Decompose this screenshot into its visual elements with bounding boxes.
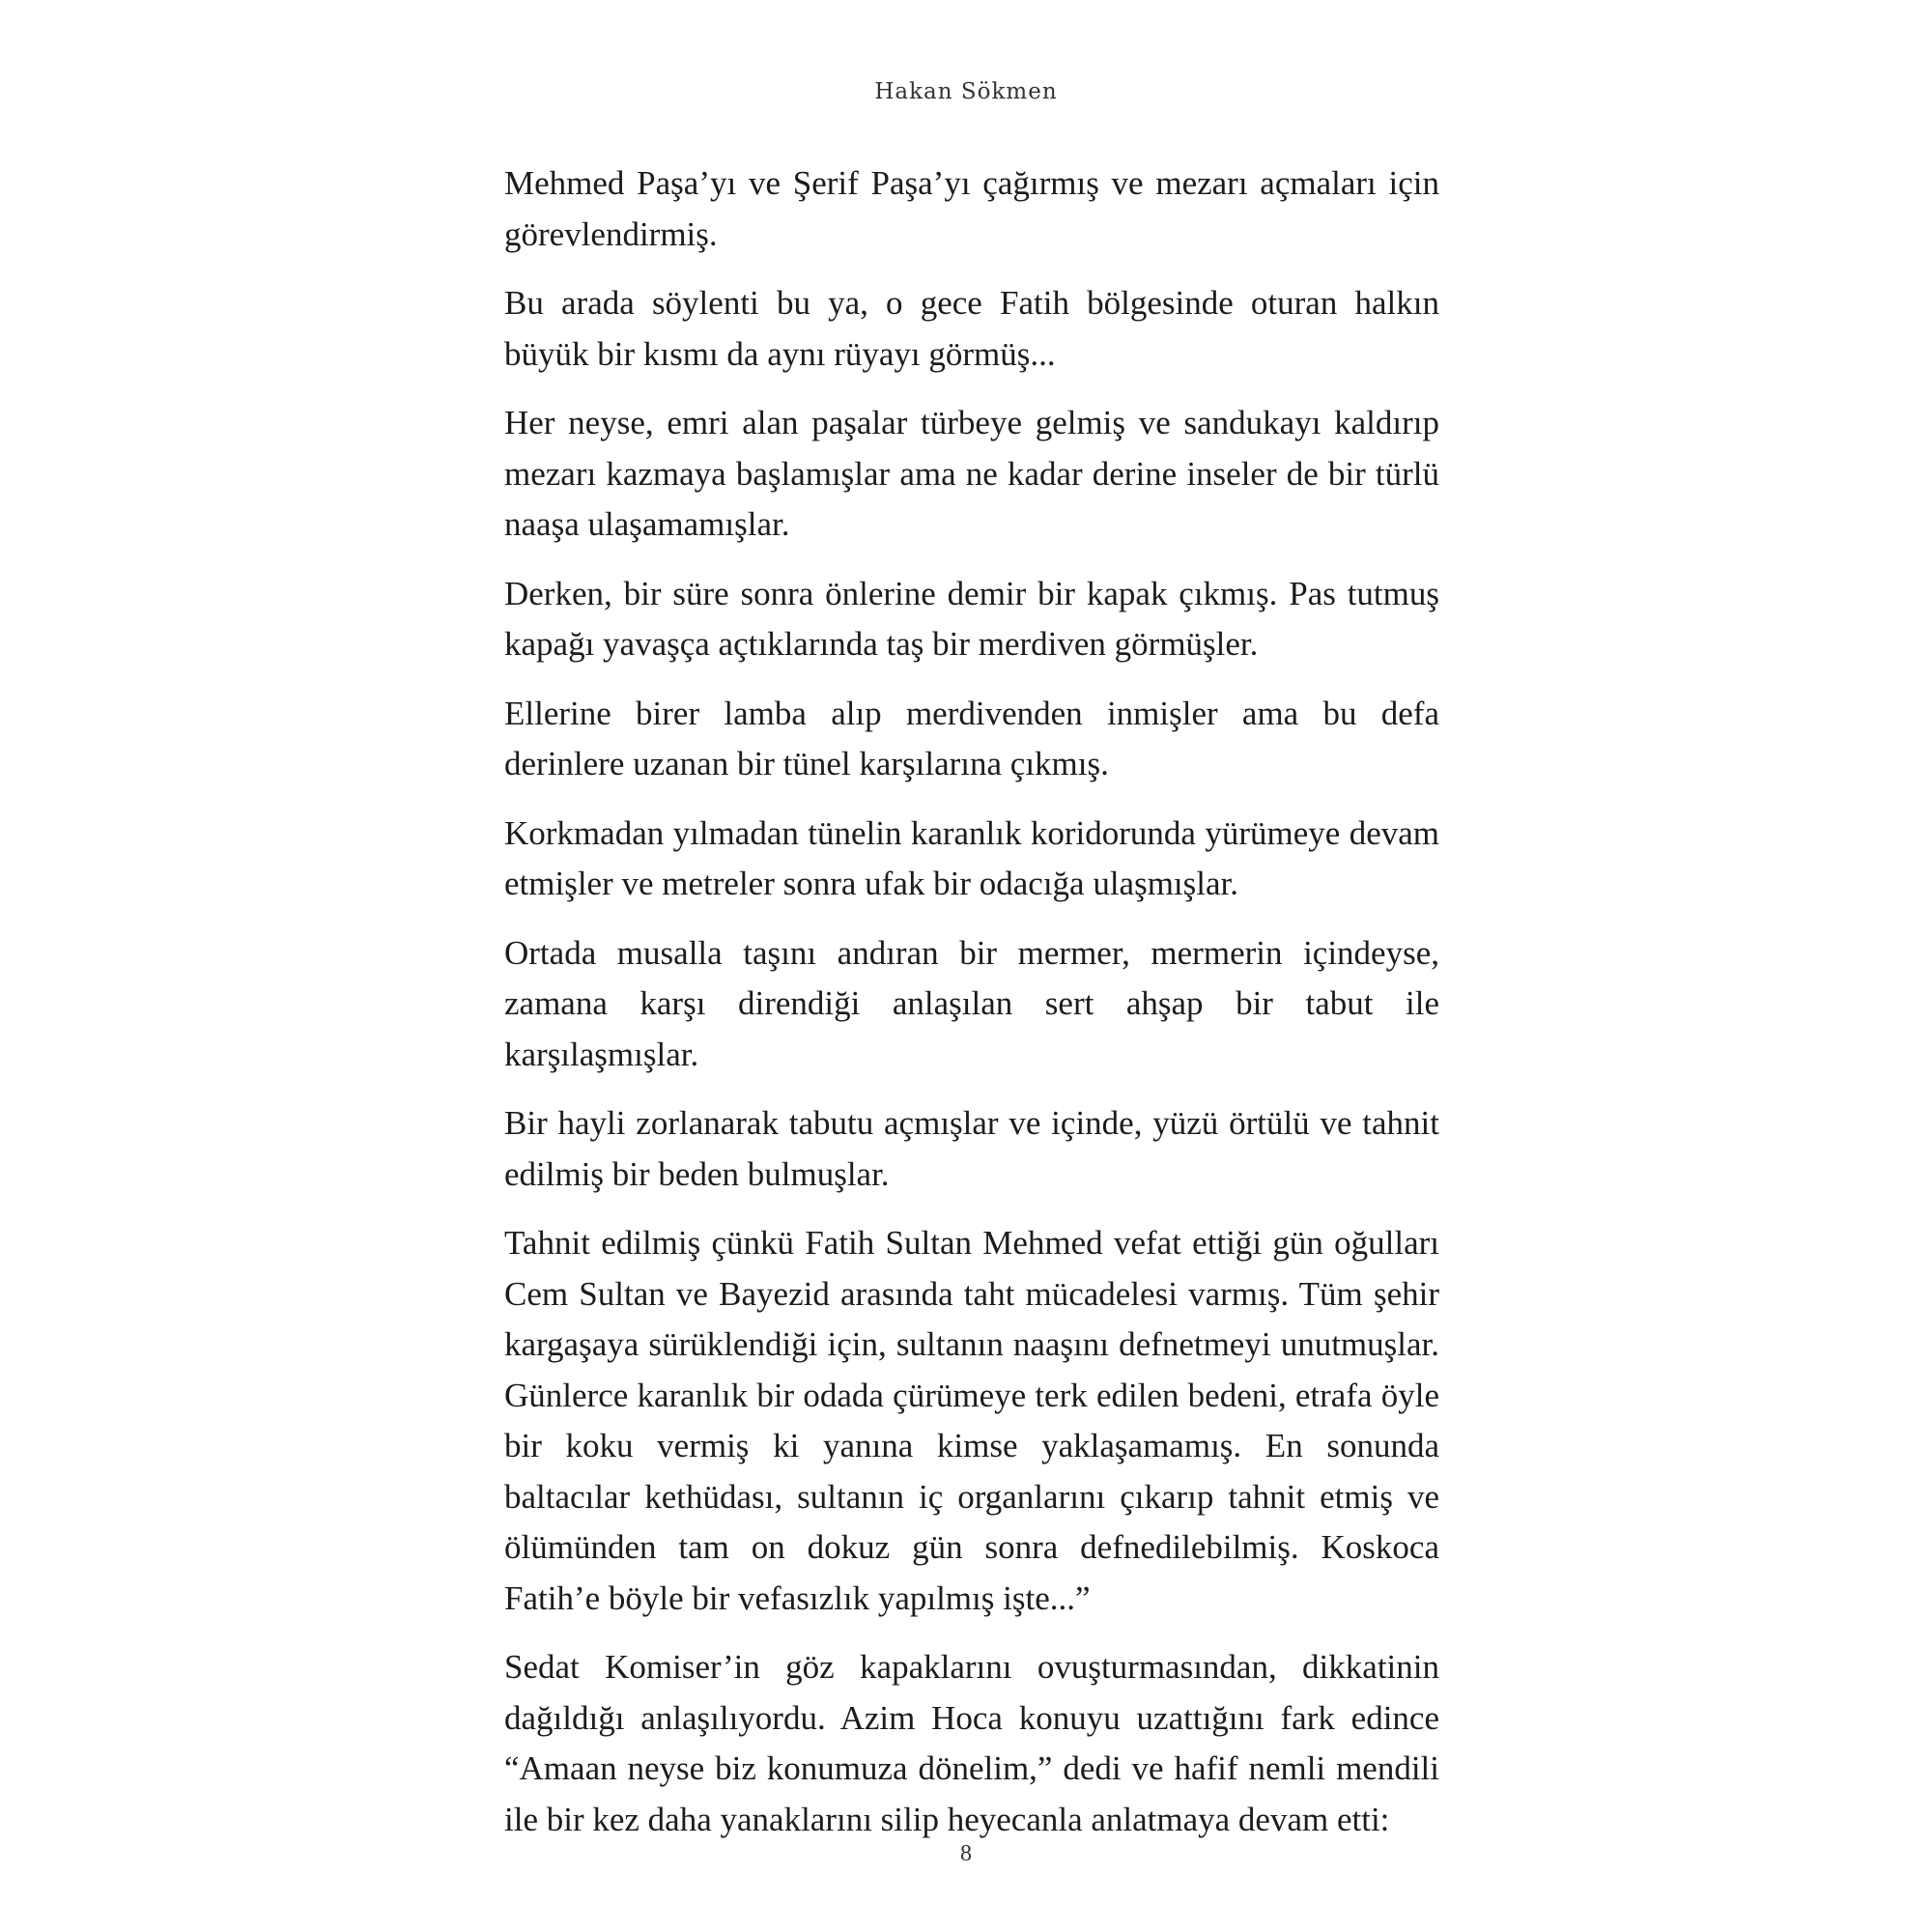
body-text [504,158,1439,1863]
page-number: 8 [960,1841,972,1866]
paragraph: Korkmadan yılmadan tünelin karanlık koridorunda yürümeye devam etmişler ve metreler sonra ufak bir odacığa ulaşmışlar. [504,813,1439,902]
paragraph: Derken, bir süre sonra önlerine demir bir kapak çıkmış. Pas tutmuş kapağı yavaşça açtıklarında taş bir merdiven görmüşler. [504,574,1439,663]
paragraph: Ortada musalla taşını andıran bir mermer, mermerin içindeyse, zamana karşı direndiği anlaşılan sert ahşap bir tabut ile karşılaşmışlar. [504,933,1439,1073]
paragraph: Ellerine birer lamba alıp merdivenden inmişler ama bu defa derinlere uzanan bir tünel karşılarına çıkmış. [504,694,1439,782]
paragraph: Her neyse, emri alan paşalar türbeye gelmiş ve sandukayı kaldırıp mezarı kazmaya başlamışlar ama ne kadar derine inseler de bir türlü naaşa ulaşamamışlar. [504,404,1439,543]
paragraph: Bir hayli zorlanarak tabutu açmışlar ve içinde, yüzü örtülü ve tahnit edilmiş bir beden bulmuşlar. [504,1104,1439,1193]
paragraph: Bu arada söylenti bu ya, o gece Fatih bölgesinde oturan halkın büyük bir kısmı da aynı rüyayı görmüş... [504,284,1439,373]
running-head-author: Hakan Sökmen [874,79,1058,104]
paragraph: Sedat Komiser’in göz kapaklarını ovuşturmasından, dikkatinin dağıldığı anlaşılıyordu. Azim Hoca konuyu uzattığını fark edince “Amaan neyse biz konumuza dönelim,” dedi ve hafif nemli mendili ile bir kez daha yanaklarını silip heyecanla anlatmaya devam etti: [504,1648,1439,1838]
paragraph: Mehmed Paşa’yı ve Şerif Paşa’yı çağırmış ve mezarı açmaları için görevlendirmiş. [504,164,1439,253]
paragraph: Tahnit edilmiş çünkü Fatih Sultan Mehmed vefat ettiği gün oğulları Cem Sultan ve Bayezid arasında taht mücadelesi varmış. Tüm şehir kargaşaya sürüklendiği için, sultanın naaşını defnetmeyi unutmuşlar. Günlerce karanlık bir odada çürümeye terk edilen bedeni, etrafa öyle bir koku vermiş ki yanına kimse yaklaşamamış. En sonunda baltacılar kethüdası, sultanın iç organlarını çıkarıp tahnit etmiş ve ölümünden tam on dokuz gün sonra defnedilebilmiş. Koskoca Fatih’e böyle bir vefasızlık yapılmış işte...” [504,1224,1439,1617]
